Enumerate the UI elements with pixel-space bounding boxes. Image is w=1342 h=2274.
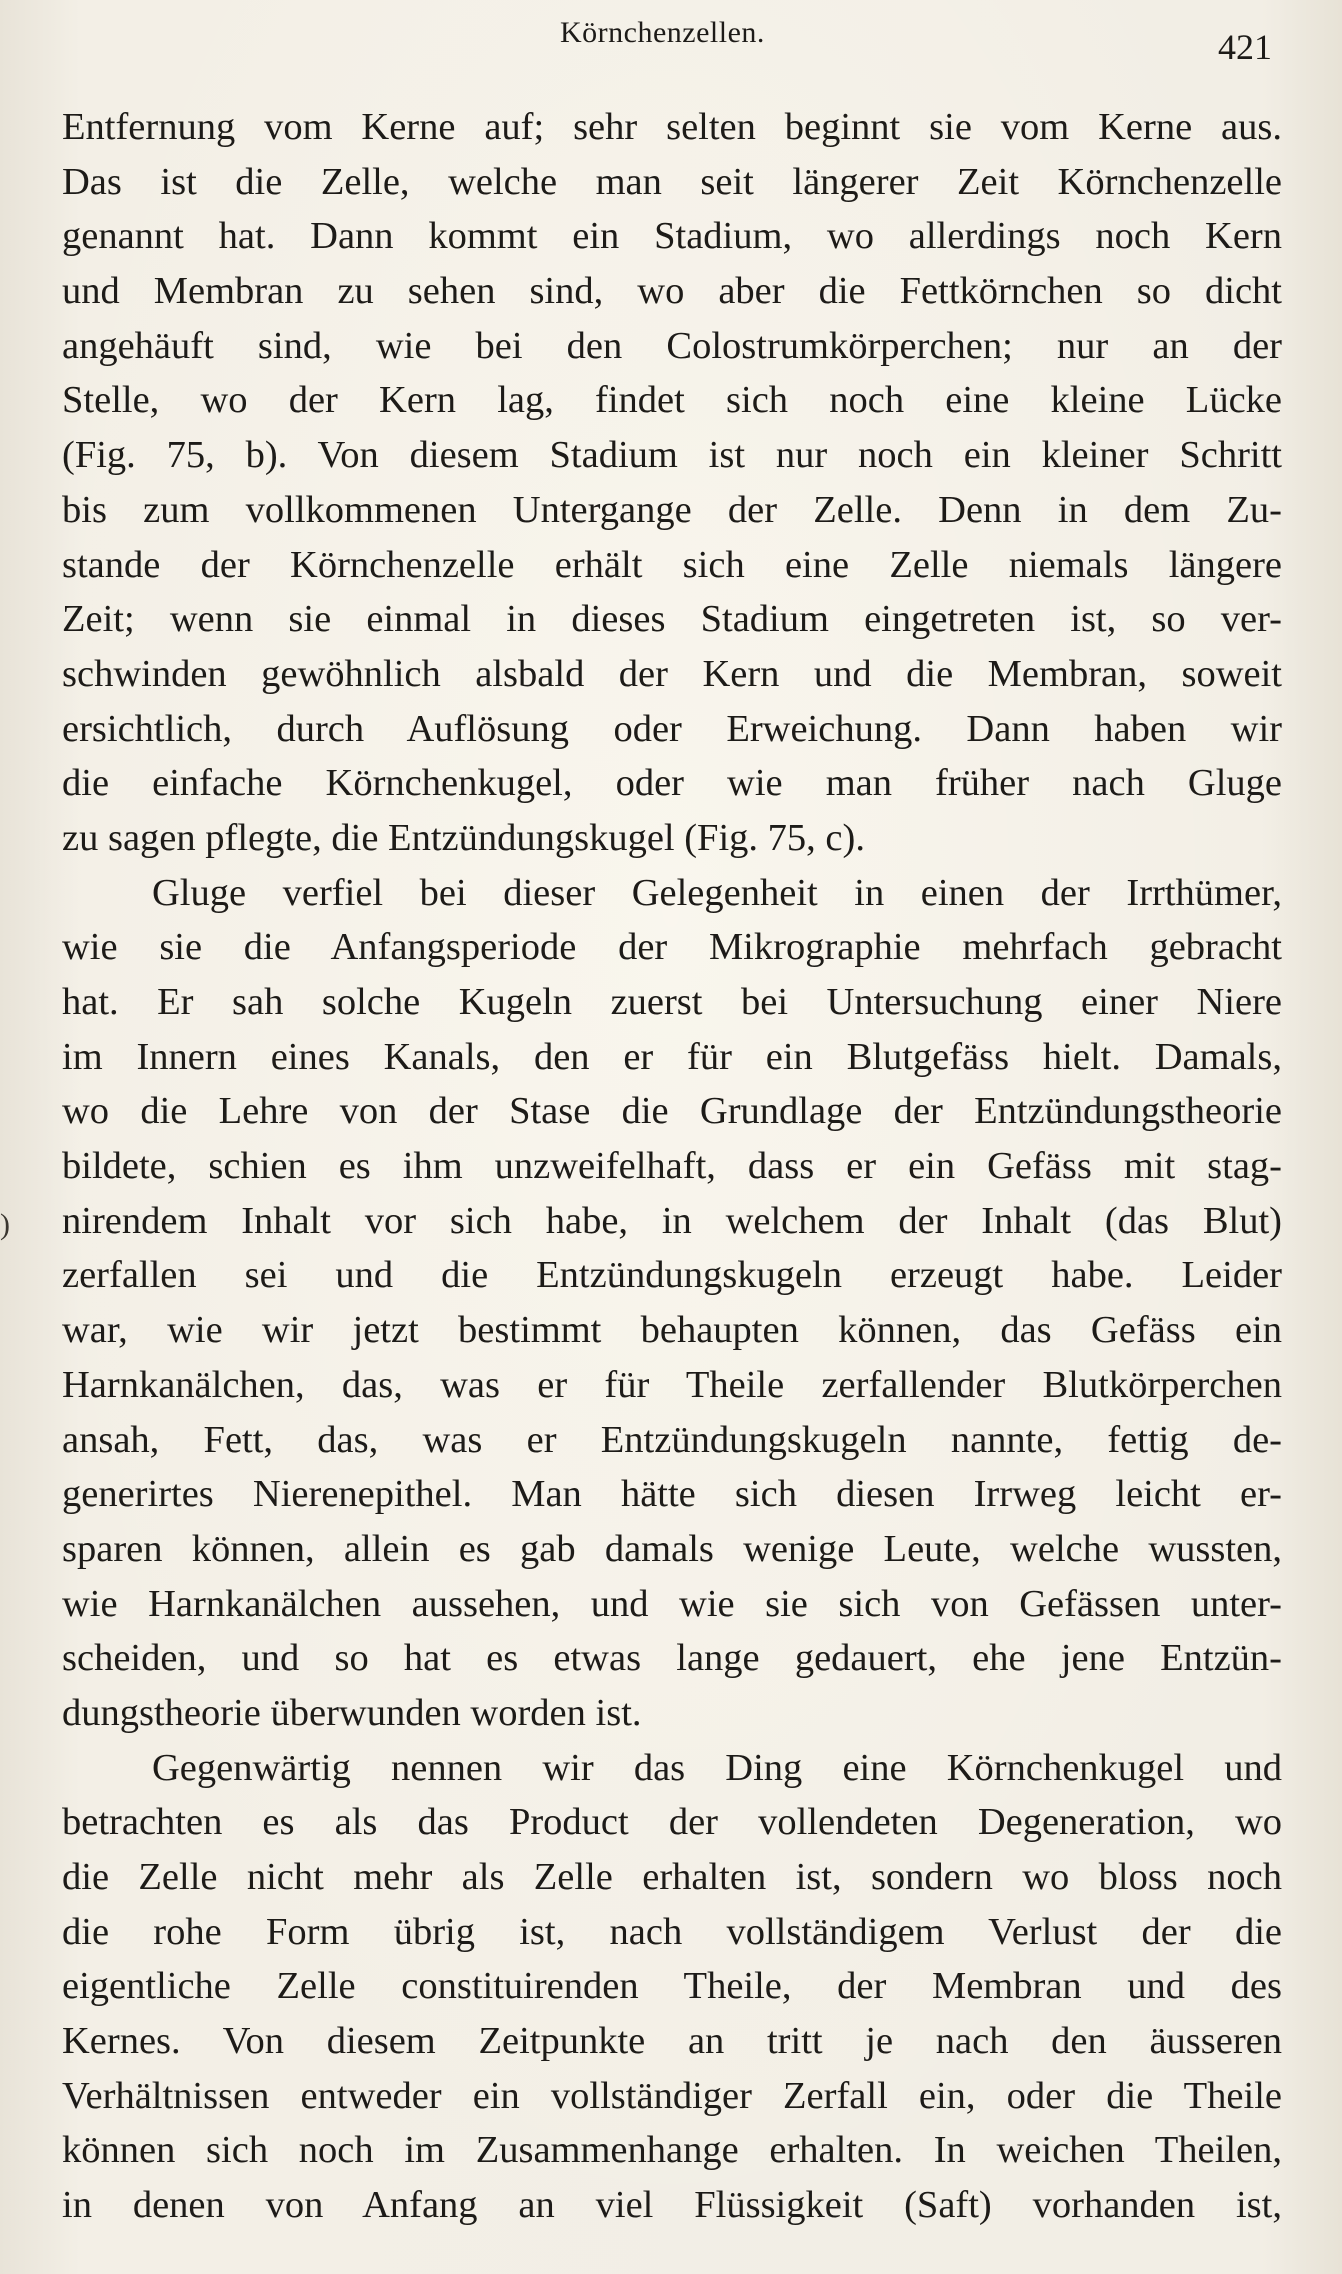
text-line: war, wie wir jetzt bestimmt behaupten können, das Gefäss ein — [62, 1309, 1282, 1352]
running-head — [0, 16, 1342, 66]
text-line: Harnkanälchen, das, was er für Theile zerfallender Blutkörperchen — [62, 1363, 1282, 1406]
text-line: betrachten es als das Product der vollendeten Degeneration, wo — [62, 1801, 1282, 1844]
text-line: Das ist die Zelle, welche man seit längerer Zeit Körnchenzelle — [62, 160, 1282, 203]
text-line: scheiden, und so hat es etwas lange gedauert, ehe jene Entzün- — [62, 1637, 1282, 1680]
text-line: dungstheorie überwunden worden ist. — [62, 1691, 642, 1734]
text-line: wo die Lehre von der Stase die Grundlage der Entzündungstheorie — [62, 1090, 1282, 1133]
text-line: sparen können, allein es gab damals wenige Leute, welche wussten, — [62, 1527, 1282, 1570]
margin-mark: ) — [0, 1208, 10, 1241]
text-line: (Fig. 75, b). Von diesem Stadium ist nur noch ein kleiner Schritt — [62, 434, 1282, 477]
text-line: wie Harnkanälchen aussehen, und wie sie sich von Gefässen unter- — [62, 1582, 1282, 1625]
text-line: ersichtlich, durch Auflösung oder Erweichung. Dann haben wir — [62, 707, 1282, 750]
text-line: hat. Er sah solche Kugeln zuerst bei Untersuchung einer Niere — [62, 981, 1282, 1023]
text-line: Gegenwärtig nennen wir das Ding eine Körnchenkugel und — [152, 1746, 1282, 1789]
text-line: Verhältnissen entweder ein vollständiger Zerfall ein, oder die Theile — [62, 2074, 1282, 2117]
text-line: Entfernung vom Kerne auf; sehr selten beginnt sie vom Kerne aus. — [62, 106, 1282, 148]
text-line: generirtes Nierenepithel. Man hätte sich diesen Irrweg leicht er- — [62, 1473, 1282, 1516]
text-line: die rohe Form übrig ist, nach vollständigem Verlust der die — [62, 1910, 1282, 1953]
text-line: bildete, schien es ihm unzweifelhaft, dass er ein Gefäss mit stag- — [62, 1145, 1282, 1188]
text-line: die Zelle nicht mehr als Zelle erhalten ist, sondern wo bloss noch — [62, 1856, 1282, 1898]
text-line: zerfallen sei und die Entzündungskugeln erzeugt habe. Leider — [62, 1254, 1282, 1297]
text-line: Stelle, wo der Kern lag, findet sich noch eine kleine Lücke — [62, 379, 1282, 422]
text-line: Kernes. Von diesem Zeitpunkte an tritt je nach den äusseren — [62, 2020, 1282, 2063]
text-line: schwinden gewöhnlich alsbald der Kern und die Membran, soweit — [62, 652, 1282, 695]
text-line: im Innern eines Kanals, den er für ein Blutgefäss hielt. Damals, — [62, 1035, 1282, 1078]
text-line: in denen von Anfang an viel Flüssigkeit (Saft) vorhanden ist, — [62, 2184, 1282, 2227]
text-line: die einfache Körnchenkugel, oder wie man früher nach Gluge — [62, 762, 1282, 805]
text-line: können sich noch im Zusammenhange erhalten. In weichen Theilen, — [62, 2129, 1282, 2172]
page-number: 421 — [1218, 27, 1272, 67]
text-line: genannt hat. Dann kommt ein Stadium, wo allerdings noch Kern — [62, 215, 1282, 258]
text-line: angehäuft sind, wie bei den Colostrumkörperchen; nur an der — [62, 324, 1282, 367]
text-line: stande der Körnchenzelle erhält sich eine Zelle niemals längere — [62, 543, 1282, 586]
text-line: Zeit; wenn sie einmal in dieses Stadium eingetreten ist, so ver- — [62, 598, 1282, 641]
text-line: nirendem Inhalt vor sich habe, in welchem der Inhalt (das Blut) — [62, 1199, 1282, 1242]
text-line: ansah, Fett, das, was er Entzündungskugeln nannte, fettig de- — [62, 1418, 1282, 1461]
body-text — [62, 100, 1282, 2233]
text-line: zu sagen pflegte, die Entzündungskugel (Fig. 75, c). — [62, 816, 865, 859]
text-line: bis zum vollkommenen Untergange der Zelle. Denn in dem Zu- — [62, 488, 1282, 531]
text-line: eigentliche Zelle constituirenden Theile, der Membran und des — [62, 1965, 1282, 2008]
text-line: Gluge verfiel bei dieser Gelegenheit in einen der Irrthümer, — [152, 871, 1282, 914]
running-title: Körnchenzellen. — [560, 16, 765, 49]
text-line: wie sie die Anfangsperiode der Mikrographie mehrfach gebracht — [62, 926, 1282, 969]
text-line: und Membran zu sehen sind, wo aber die Fettkörnchen so dicht — [62, 270, 1282, 313]
